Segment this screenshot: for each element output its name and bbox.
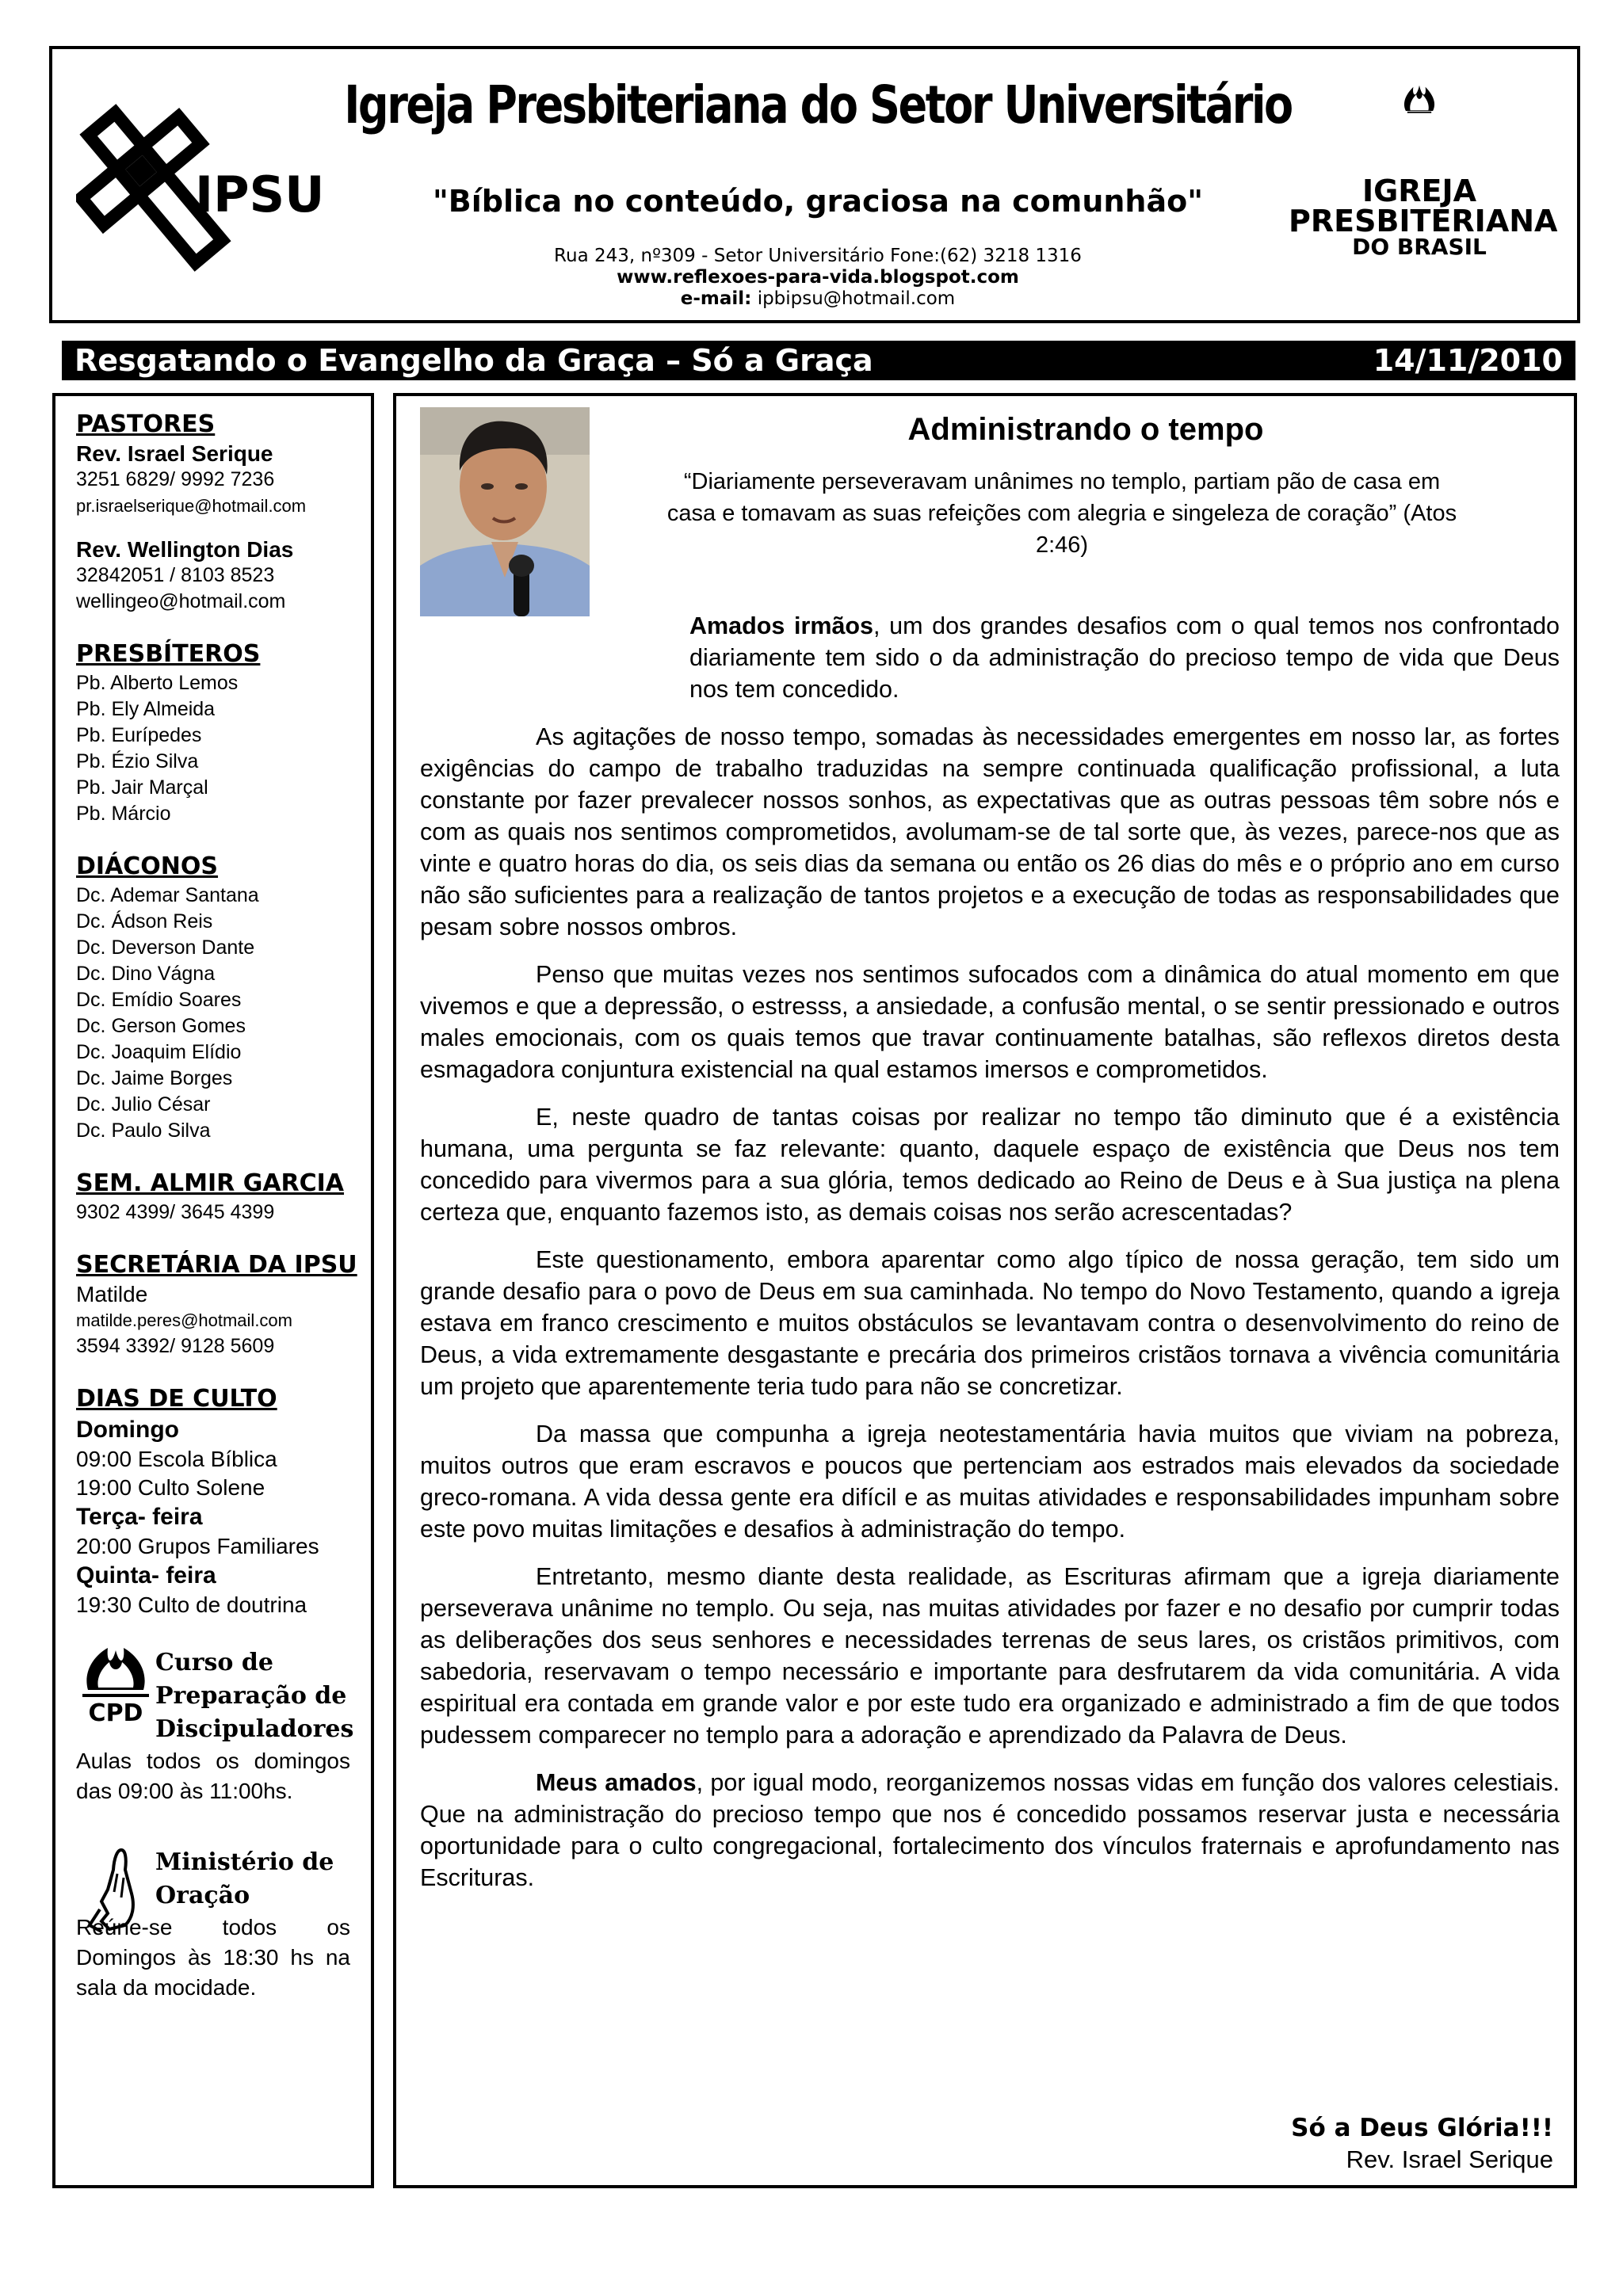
worship-day: Quinta- feira <box>76 1562 216 1589</box>
pastores-heading: PASTORES <box>76 410 216 438</box>
pastor-phone: 3251 6829/ 9992 7236 <box>76 468 275 490</box>
bulletin-title: Resgatando o Evangelho da Graça – Só a Graça <box>74 343 873 378</box>
cpd-logo-icon <box>76 1646 155 1726</box>
diaconos-heading: DIÁCONOS <box>76 852 219 880</box>
list-item: Pb. Ely Almeida <box>76 698 216 720</box>
list-item: Pb. Eurípedes <box>76 724 202 746</box>
list-item: Dc. Ademar Santana <box>76 884 259 906</box>
article-paragraph: Meus amados, por igual modo, reorganizemos nossas vidas em função dos valores celestiais. Que na administração do precioso tempo que nos é concedido possamos reservar justa e necessária oportunidade para o culto congregacional, fortalecimento dos vínculos fraternais e aprofundamento nas Escrituras. <box>420 1769 1560 1891</box>
list-item: Pb. Jair Marçal <box>76 776 208 799</box>
list-item: Dc. Gerson Gomes <box>76 1015 246 1037</box>
church-email[interactable]: ipbipsu@hotmail.com <box>757 288 956 309</box>
page-header <box>49 46 1580 323</box>
article-paragraph: E, neste quadro de tantas coisas por realizar no tempo tão diminuto que é a existência humana, uma pergunta se faz relevante: quanto, daquele espaço de existência que Deus nos tem concedido para vivermos para a sua glória, temos dedicado ao Reino de Deus e à Sua justiça na plena certeza que, enquanto fazemos isto, as demais coisas nos serão acrescentadas? <box>420 1104 1560 1226</box>
worship-service: 19:00 Culto Solene <box>76 1475 265 1500</box>
bulletin-title-bar <box>62 341 1575 380</box>
list-item: Dc. Deverson Dante <box>76 936 255 959</box>
ipsu-logo-text: IPSU <box>195 166 325 223</box>
pastor-email[interactable]: wellingeo@hotmail.com <box>76 590 286 612</box>
list-item: Dc. Ádson Reis <box>76 910 213 933</box>
ipb-logo-text: IGREJA PRESBITERIANA DO BRASIL <box>1289 174 1558 260</box>
worship-service: 09:00 Escola Bíblica <box>76 1447 277 1471</box>
pastor-photo <box>420 407 590 616</box>
secretaria-heading: SECRETÁRIA DA IPSU <box>76 1251 357 1279</box>
church-name: Igreja Presbiteriana do Setor Universitário <box>344 74 1292 135</box>
burning-bush-logo <box>1289 82 1550 170</box>
list-item: Pb. Alberto Lemos <box>76 672 239 694</box>
worship-day: Domingo <box>76 1417 179 1443</box>
sidebar <box>52 393 374 2188</box>
article-paragraph: Da massa que compunha a igreja neotestamentária havia muitos que viviam na pobreza, muitos outros que eram escravos e poucos que pertenciam aos estrados mais elevados da sociedade greco-romana. A vida dessa gente era difícil e as muitas atividades e responsabilidades impunham sobre este povo muitas limitações e desafios à administração do tempo. <box>420 1421 1560 1543</box>
article-signoff <box>1291 2112 1553 2176</box>
secretaria-name: Matilde <box>76 1282 148 1306</box>
church-website[interactable]: www.reflexoes-para-vida.blogspot.com <box>617 267 1019 288</box>
presbiteros-list <box>76 670 371 827</box>
presbiteros-heading: PRESBÍTEROS <box>76 640 261 668</box>
cpd-body: Aulas todos os domingos das 09:00 às 11:00hs. <box>76 1749 350 1803</box>
article-paragraph: Penso que muitas vezes nos sentimos sufocados com a dinâmica do atual momento em que vivemos e que a depressão, o estresss, a ansiedade, a confusão mental, o se sentir pressionado e outros males emocionais, com os quais temos que travar continuamente batalhas, são reflexos diretos desta esmagadora conjuntura existencial na qual estamos imersos e comprometidos. <box>420 961 1560 1083</box>
article-paragraph: Este questionamento, embora aparentar como algo típico de nossa geração, tem sido um grande desafio para o povo de Deus em sua caminhada. No tempo do Novo Testamento, quando a igreja estava em franco crescimento e muitos obstáculos se levantavam contra o desenvolvimento do reino de Deus, a vida extremamente desgastante e precária dos primeiros cristãos tornava a vivência comunitária um projeto que aparentemente teria tudo para não se concretizar. <box>420 1246 1560 1400</box>
svg-text:CPD: CPD <box>88 1699 143 1726</box>
list-item: Dc. Emídio Soares <box>76 989 242 1011</box>
closing-line: Só a Deus Glória!!! <box>1291 2114 1553 2142</box>
cpd-title: Curso de Preparação de Discipuladores <box>155 1649 354 1743</box>
pastor-phone: 32842051 / 8103 8523 <box>76 564 275 586</box>
cpd-notice <box>76 1646 371 1806</box>
culto-heading: DIAS DE CULTO <box>76 1385 277 1413</box>
list-item: Dc. Jaime Borges <box>76 1067 233 1089</box>
worship-service: 20:00 Grupos Familiares <box>76 1534 319 1558</box>
list-item: Dc. Paulo Silva <box>76 1119 211 1142</box>
oracao-body: Reúne-se todos os Domingos às 18:30 hs na sala da mocidade. <box>76 1915 350 2000</box>
article-author: Rev. Israel Serique <box>1346 2145 1553 2173</box>
church-address: Rua 243, nº309 - Setor Universitário Fone:(62) 3218 1316 <box>554 246 1082 266</box>
pastor-email[interactable]: pr.israelserique@hotmail.com <box>76 496 307 516</box>
diaconos-list <box>76 883 371 1144</box>
article-body <box>420 610 1560 1909</box>
pastor-name: Rev. Wellington Dias <box>76 537 294 562</box>
secretaria-email[interactable]: matilde.peres@hotmail.com <box>76 1310 292 1330</box>
oracao-notice <box>76 1846 371 2003</box>
worship-service: 19:30 Culto de doutrina <box>76 1592 307 1617</box>
article-epigraph: “Diariamente perseveravam unânimes no templo, partiam pão de casa em casa e tomavam as suas refeições com alegria e singeleza de coração” (Atos 2:46) <box>666 469 1457 558</box>
pastor-name: Rev. Israel Serique <box>76 441 273 466</box>
list-item: Dc. Dino Vágna <box>76 963 216 985</box>
church-motto: "Bíblica no conteúdo, graciosa na comunhão" <box>432 184 1204 219</box>
church-email-line <box>52 288 1583 310</box>
article-paragraph: Amados irmãos, um dos grandes desafios com o qual temos nos confrontado diariamente tem sido o da administração do precioso tempo de vida que Deus nos tem concedido. <box>689 612 1560 703</box>
list-item: Dc. Joaquim Elídio <box>76 1041 242 1063</box>
worship-day: Terça- feira <box>76 1504 203 1530</box>
article <box>393 393 1577 2188</box>
email-label: e-mail: <box>680 288 752 309</box>
oracao-title: Ministério de Oração <box>155 1848 334 1909</box>
seminarista-heading: SEM. ALMIR GARCIA <box>76 1169 345 1197</box>
list-item: Dc. Julio César <box>76 1093 211 1116</box>
seminarista-phone: 9302 4399/ 3645 4399 <box>76 1201 275 1223</box>
list-item: Pb. Márcio <box>76 803 171 825</box>
bulletin-date: 14/11/2010 <box>1373 343 1563 378</box>
praying-hands-icon <box>78 1846 153 1933</box>
article-paragraph: As agitações de nosso tempo, somadas às necessidades emergentes em nosso lar, as fortes exigências do campo de trabalho traduzidas na sempre continuada qualificação profissional, a luta constante por fazer prevalecer nossos sonhos, as expectativas que as outras pessoas têm sobre nós e com as quais nos sentimos comprometidos, avolumam-se de tal sorte que, às vezes, parece-nos que as vinte e quatro horas do dia, os seis dias da semana ou então os 26 dias do mês e o próprio ano em curso não são suficientes para a realização de tantos projetos e a execução de todas as responsabilidades que pesam sobre nossos ombros. <box>420 723 1560 940</box>
list-item: Pb. Ézio Silva <box>76 750 199 772</box>
secretaria-phone: 3594 3392/ 9128 5609 <box>76 1335 275 1357</box>
article-paragraph: Entretanto, mesmo diante desta realidade, as Escrituras afirmam que a igreja diariamente perseverava unânime no templo. Ou seja, nas muitas atividades por fazer e no desafio por cumprir todas as deliberações dos seus senhores e necessidades terrenas de seus lares, os cristãos primitivos, com sabedoria, reservavam o tempo necessário e importante para desfrutarem da vida comunitária. A vida espiritual era contada em grande valor e por este tudo era organizado e administrado a fim de que todos pudessem comparecer no templo para a adoração e aprendizado da Palavra de Deus. <box>420 1563 1560 1749</box>
article-title: Administrando o tempo <box>907 412 1264 447</box>
